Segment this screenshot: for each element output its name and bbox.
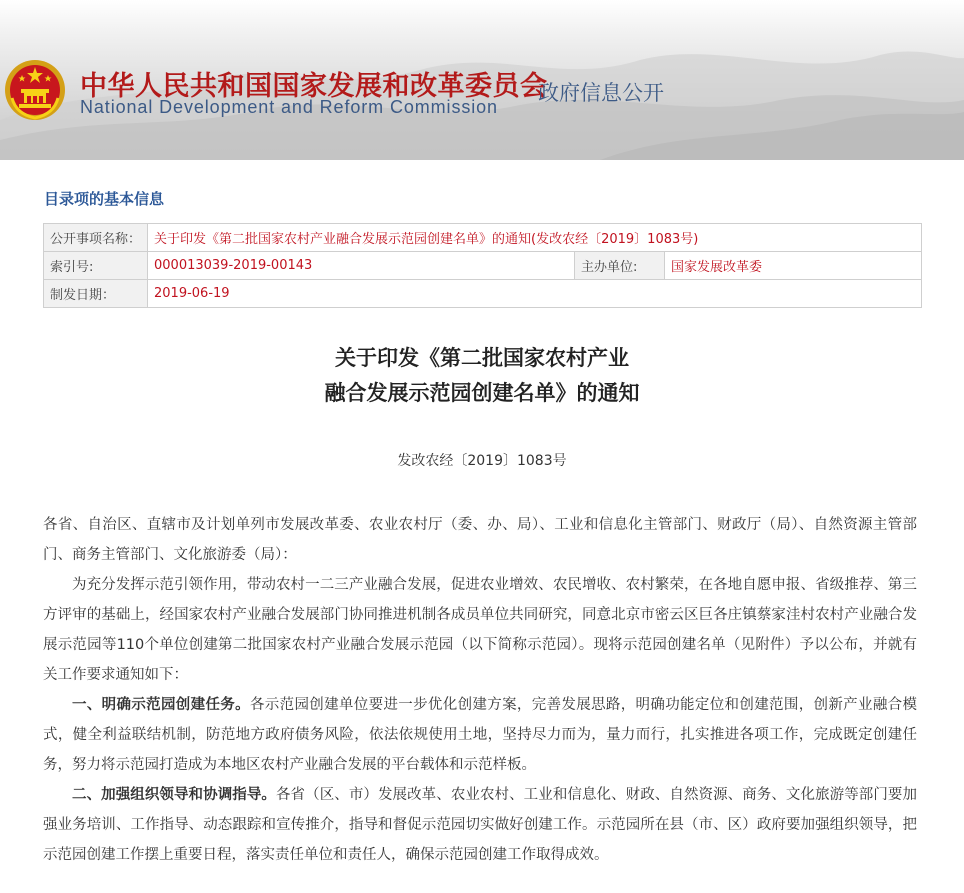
org-name-cn: 中华人民共和国国家发展和改革委员会 [80, 71, 548, 102]
meta-table [43, 223, 922, 308]
header-banner [0, 0, 964, 160]
meta-row-index [44, 252, 922, 280]
subject-value: 关于印发《第二批国家农村产业融合发展示范园创建名单》的通知(发改农经〔2019〕1083号) [148, 224, 922, 252]
item1-text: 各示范园创建单位要进一步优化创建方案，完善发展思路，明确功能定位和创建范围，创新产业融合模式，健全利益联结机制，防范地方政府债务风险，依法依规使用土地，坚持尽力而为，量力而行，扎实推进各项工作，完成既定创建任务，努力将示范园打造成为本地区农村产业融合发展的平台载体和示范样板。 [43, 697, 918, 773]
document-title-line2: 融合发展示范园创建名单》的通知 [324, 380, 640, 405]
document-title-line1: 关于印发《第二批国家农村产业 [335, 345, 629, 370]
meta-row-subject [44, 224, 922, 252]
section-title[interactable]: 政府信息公开 [538, 81, 664, 105]
index-label: 索引号: [44, 252, 148, 280]
item2-text: 各省（区、市）发展改革、农业农村、工业和信息化、财政、自然资源、商务、文化旅游等部门要加强业务培训、工作指导、动态跟踪和宣传推介，指导和督促示范园切实做好创建工作。示范园所在县（市、区）政府要加强组织领导，把示范园创建工作摆上重要日程，落实责任单位和责任人，确保示范园创建工作取得成效。 [43, 787, 917, 863]
item1-heading: 一、明确示范园创建任务。 [72, 697, 250, 713]
host-label: 主办单位: [575, 252, 665, 280]
org-name-en: National Development and Reform Commission [80, 97, 498, 117]
paragraph-item1 [43, 690, 917, 780]
index-value: 000013039-2019-00143 [148, 252, 575, 280]
paragraph-intro: 为充分发挥示范引领作用，带动农村一二三产业融合发展，促进农业增效、农民增收、农村繁荣，在各地自愿申报、省级推荐、第三方评审的基础上，经国家农村产业融合发展部门协同推进机制各成员单位共同研究，同意北京市密云区巨各庄镇蔡家洼村农村产业融合发展示范园等110个单位创建第二批国家农村产业融合发展示范园（以下简称示范园）。现将示范园创建名单（见附件）予以公布，并就有关工作要求通知如下： [43, 577, 917, 683]
national-emblem-icon [4, 58, 66, 122]
document-title [0, 340, 964, 410]
addressee: 各省、自治区、直辖市及计划单列市发展改革委、农业农村厅（委、办、局）、工业和信息化主管部门、财政厅（局）、自然资源主管部门、商务主管部门、文化旅游委（局）： [43, 517, 917, 563]
meta-heading: 目录项的基本信息 [44, 190, 165, 208]
subject-label: 公开事项名称： [44, 224, 148, 252]
paragraph-item2 [43, 780, 917, 870]
date-value: 2019-06-19 [148, 280, 922, 308]
meta-row-date [44, 280, 922, 308]
document-body [43, 510, 917, 870]
document-number: 发改农经〔2019〕1083号 [397, 453, 567, 469]
host-value: 国家发展改革委 [665, 252, 922, 280]
date-label: 制发日期： [44, 280, 148, 308]
item2-heading: 二、加强组织领导和协调指导。 [72, 787, 276, 803]
